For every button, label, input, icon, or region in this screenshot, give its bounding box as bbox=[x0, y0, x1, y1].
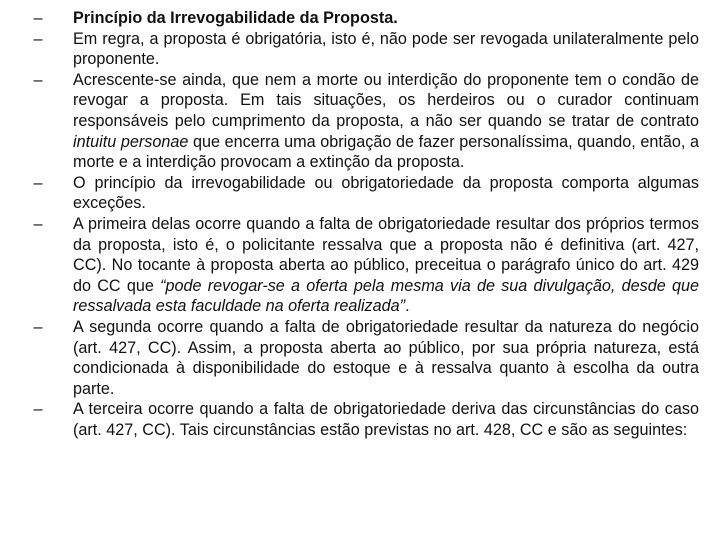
bullet-dash: – bbox=[33, 214, 43, 233]
bullet-dash: – bbox=[33, 173, 43, 192]
bullet-text: Acrescente-se ainda, que nem a morte ou interdição do proponente tem o condão de revogar a proposta. Em tais situações, os herdeiros ou o curador continuam responsáveis pelo cumprimento da proposta, a não ser quando se tratar de contrato bbox=[73, 70, 699, 130]
bullet-dash: – bbox=[33, 29, 43, 48]
bullet-item-third-exception bbox=[23, 399, 699, 440]
bullet-text: A primeira delas ocorre quando a falta de obrigatoriedade resultar dos próprios termos da proposta, isto é, o policitante ressalva que a proposta não é definitiva (art. 427, CC). No tocante à proposta aberta ao público, preceitua o parágrafo único do art. 429 do CC que bbox=[73, 214, 699, 295]
bullet-italic-quote: “pode revogar-se a oferta pela mesma via de sua divulgação, desde que ressalvada esta faculdade na oferta realizada” bbox=[73, 276, 699, 316]
bullet-item-second-exception bbox=[23, 317, 699, 399]
bullet-item-death-interdiction bbox=[23, 70, 699, 173]
bullet-text: A terceira ocorre quando a falta de obrigatoriedade deriva das circunstâncias do caso (art. 427, CC). Tais circunstâncias estão previstas no art. 428, CC e são as seguintes: bbox=[73, 400, 699, 439]
bullet-heading: Princípio da Irrevogabilidade da Proposta. bbox=[73, 9, 398, 27]
bullet-dash: – bbox=[33, 9, 43, 27]
bullet-item-rule bbox=[23, 29, 699, 70]
bullet-text: Em regra, a proposta é obrigatória, isto é, não pode ser revogada unilateralmente pelo proponente. bbox=[73, 29, 699, 69]
bullet-text: O princípio da irrevogabilidade ou obrigatoriedade da proposta comporta algumas exceções. bbox=[73, 173, 699, 213]
bullet-dash: – bbox=[33, 400, 43, 419]
bullet-dash: – bbox=[33, 70, 43, 89]
bullet-list bbox=[23, 8, 699, 440]
bullet-dash: – bbox=[33, 317, 43, 336]
bullet-text: A segunda ocorre quando a falta de obrigatoriedade resultar da natureza do negócio (art. 427, CC). Assim, a proposta aberta ao público, por sua própria natureza, está condicionada à disponibilidade do estoque e à ressalva quanto à escolha da outra parte. bbox=[73, 317, 699, 398]
bullet-item-first-exception bbox=[23, 214, 699, 317]
bullet-text: . bbox=[405, 297, 410, 316]
bullet-item-exceptions bbox=[23, 173, 699, 214]
bullet-italic-term: intuitu personae bbox=[73, 132, 189, 151]
bullet-item-title bbox=[23, 8, 699, 29]
bullet-text: que encerra uma obrigação de fazer personalíssima, quando, então, a morte e a interdição provocam a extinção da proposta. bbox=[73, 132, 699, 172]
